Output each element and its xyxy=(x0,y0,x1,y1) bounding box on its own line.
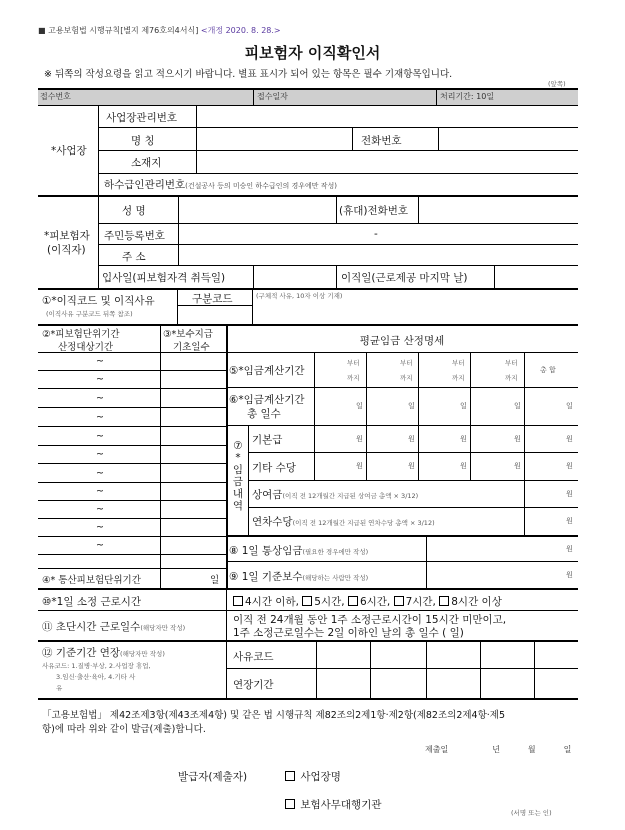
paydays-col-header-2: 기초일수 xyxy=(173,342,210,353)
period-row: ~ xyxy=(96,468,104,479)
legal-statement-2: 항)에 따라 위와 같이 발급(제출)합니다. xyxy=(42,724,206,735)
extension-period-label: 연장기간 xyxy=(233,679,274,691)
receipt-number-label: 접수번호 xyxy=(40,92,71,101)
entry-date-label: 입사일(피보험자격 취득일) xyxy=(102,272,226,284)
insured-phone-field[interactable] xyxy=(420,197,576,221)
separation-code-label: ①*이직코드 및 이직사유 xyxy=(42,295,155,307)
wage-breakdown-label: ⑦ *임금내역 xyxy=(232,440,244,512)
total-period-label: ④* 통산피보험단위기간 xyxy=(42,575,141,586)
category-code-label: 구분코드 xyxy=(192,293,233,305)
insured-name-field[interactable] xyxy=(180,197,334,221)
bonus-label: 상여금(이직 전 12개월간 지급된 상여금 총액 × 3/12) xyxy=(252,489,419,501)
receipt-bar xyxy=(38,88,578,105)
separation-detail-note: (구체적 사유, 10자 이상 기재) xyxy=(256,292,343,300)
wage-total-label: 총 합 xyxy=(540,366,556,374)
period-col-header-2: 산정대상기간 xyxy=(58,342,114,353)
rrn-separator: - xyxy=(374,228,378,240)
period-row: ~ xyxy=(96,504,104,515)
other-allowance-label: 기타 수당 xyxy=(252,462,296,474)
period-row: ~ xyxy=(96,356,104,367)
employer-section-label: *사업장 xyxy=(51,145,87,157)
basic-pay-label: 기본급 xyxy=(252,434,283,446)
employer-mgmt-no-label: 사업장관리번호 xyxy=(106,112,178,124)
separation-code-note: (이직사유 구분코드 뒤쪽 참조) xyxy=(46,310,133,318)
hours-option-7[interactable]: 7시간, xyxy=(394,596,436,608)
wage-period-label: ⑤*임금계산기간 xyxy=(229,365,305,377)
revision-date: <개정 2020. 8. 28.> xyxy=(200,26,281,35)
processing-period: 처리기간: 10일 xyxy=(440,92,495,101)
short-time-label: ⑪ 초단시간 근로일수(해당자만 작성) xyxy=(42,621,186,633)
employer-address-label: 소재지 xyxy=(131,157,162,169)
total-period-unit: 일 xyxy=(210,575,220,586)
subcontract-label: 하수급인관리번호(건설공사 등의 미승인 하수급인의 경우에만 작성) xyxy=(104,179,337,191)
daily-wage-label: ⑧ 1일 통상임금(필요한 경우에만 작성) xyxy=(229,545,369,557)
issuer-option-agency[interactable]: 보험사무대행기관 xyxy=(285,797,382,812)
period-row: ~ xyxy=(96,449,104,460)
short-time-text-2: 1주 소정근로일수는 2일 이하인 날의 총 일수 ( 일) xyxy=(233,627,464,639)
notice-text: ※ 뒤쪽의 작성요령을 읽고 적으시기 바랍니다. 별표 표시가 되어 있는 항목은 필수 기재항목입니다. xyxy=(44,69,453,80)
rrn-label: 주민등록번호 xyxy=(104,230,165,242)
page-side: (앞쪽) xyxy=(548,80,566,88)
signature-note: (서명 또는 인) xyxy=(511,809,552,817)
annual-leave-label: 연차수당(이직 전 12개월간 지급된 연차수당 총액 × 3/12) xyxy=(252,516,435,528)
hours-option-4[interactable]: 4시간 이하, xyxy=(233,596,299,608)
employer-address-field[interactable] xyxy=(198,152,576,171)
wage-days-label-2: 총 일수 xyxy=(247,408,281,420)
issuer-option-owner[interactable]: 사업장명 xyxy=(285,769,341,784)
hours-option-8[interactable]: 8시간 이상 xyxy=(439,596,502,608)
paydays-col-header-1: ③*보수지급 xyxy=(163,329,213,340)
wage-section-header: 평균임금 산정명세 xyxy=(359,335,445,347)
period-col-header-1: ②*피보험단위기간 xyxy=(42,329,120,340)
employer-phone-field[interactable] xyxy=(440,129,576,148)
insured-address-field[interactable] xyxy=(180,246,576,263)
employer-phone-label: 전화번호 xyxy=(361,135,402,147)
period-row: ~ xyxy=(96,431,104,442)
issuer-label: 발급자(제출자) xyxy=(178,771,248,783)
category-code-field[interactable] xyxy=(179,307,250,322)
period-row: ~ xyxy=(96,522,104,533)
reason-codes-2: 3.임신·출산·육아, 4.기타 사 xyxy=(56,673,136,681)
mgmt-no-field[interactable] xyxy=(198,107,576,125)
insured-name-label: 성 명 xyxy=(122,205,146,217)
submit-date: 제출일 년 월 일 xyxy=(425,745,572,754)
employer-name-field[interactable] xyxy=(198,129,350,148)
bonus-note: (이직 전 12개월간 지급된 상여금 총액 × 3/12) xyxy=(282,492,419,500)
short-time-text-1: 이직 전 24개월 동안 1주 소정근로시간이 15시간 미만이고, xyxy=(233,614,507,626)
period-row: ~ xyxy=(96,374,104,385)
subcontract-note: (건설공사 등의 미승인 하수급인의 경우에만 작성) xyxy=(185,182,337,190)
period-row: ~ xyxy=(96,486,104,497)
work-hours-options xyxy=(233,594,502,609)
form-title: 피보험자 이직확인서 xyxy=(244,44,381,62)
leave-date-label: 이직일(근로제공 마지막 날) xyxy=(341,272,468,284)
period-row: ~ xyxy=(96,393,104,404)
reason-codes-1: 사유코드: 1.질병·부상, 2.사업장 휴업, xyxy=(42,662,151,670)
reason-code-label: 사유코드 xyxy=(233,651,274,663)
legal-statement-1: 「고용보험법」 제42조제3항(제43조제4항) 및 같은 법 시행규칙 제82조의2제1항·제2항(제82조의2제4항·제5 xyxy=(42,710,506,721)
period-row: ~ xyxy=(96,412,104,423)
insured-section-sub: (이직자) xyxy=(47,244,86,256)
receipt-date-label: 접수일자 xyxy=(257,92,288,101)
insured-section-label: *피보험자 xyxy=(44,230,90,242)
extension-label: ⑫ 기준기간 연장(해당자만 작성) xyxy=(42,647,165,659)
insured-address-label: 주 소 xyxy=(122,251,146,263)
work-hours-label: ⑩*1일 소정 근로시간 xyxy=(42,596,142,608)
wage-days-label-1: ⑥*임금계산기간 xyxy=(229,394,305,406)
employer-name-label: 명 칭 xyxy=(131,135,155,147)
period-row: ~ xyxy=(96,540,104,551)
reason-codes-3: 유 xyxy=(56,684,63,692)
form-reference: ■ 고용보험법 시행규칙[별지 제76호의4서식] <개정 2020. 8. 28.> xyxy=(38,26,281,35)
hours-option-5[interactable]: 5시간, xyxy=(302,596,344,608)
daily-standard-label: ⑨ 1일 기준보수(해당하는 사람만 작성) xyxy=(229,571,369,583)
annual-leave-note: (이직 전 12개월간 지급된 연차수당 총액 × 3/12) xyxy=(292,519,435,527)
insured-phone-label: (휴대)전화번호 xyxy=(339,205,409,217)
hours-option-6[interactable]: 6시간, xyxy=(348,596,390,608)
